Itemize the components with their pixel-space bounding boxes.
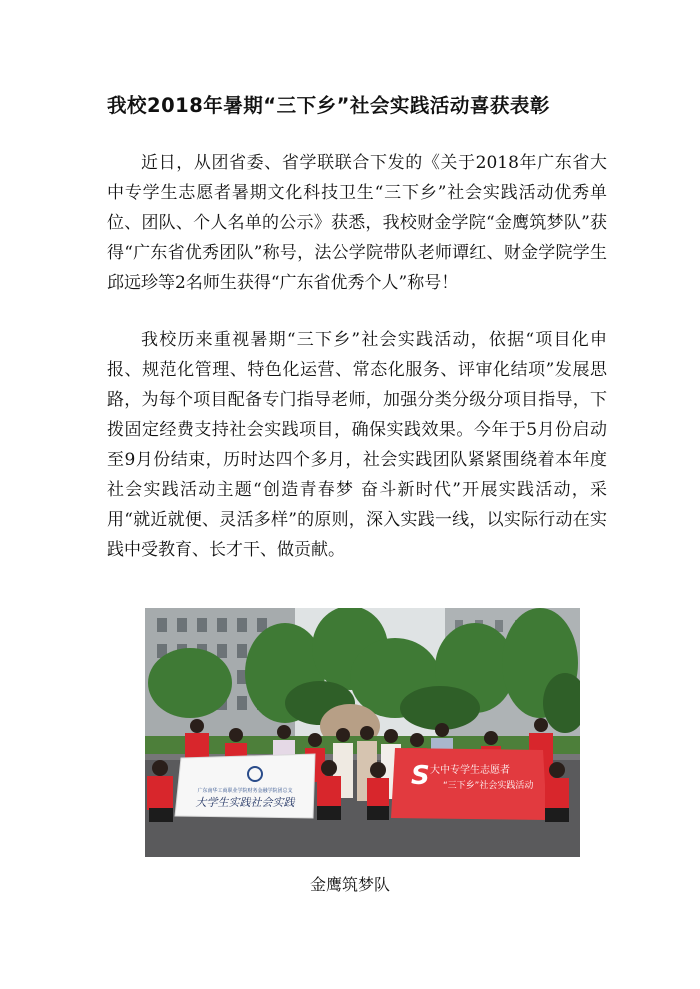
photo-caption: 金鹰筑梦队 (309, 875, 390, 894)
article-title: 我校2018年暑期“三下乡”社会实践活动喜获表彰 (107, 94, 550, 117)
red-banner (391, 748, 547, 820)
white-banner-main: 大学生实践社会实践 (195, 796, 295, 809)
red-banner-line1: 大中专学生志愿者 (430, 765, 510, 776)
white-banner-org: 广东南华工商职业学院财务金融学院团总支 (197, 788, 293, 794)
paragraph-1: 近日，从团省委、省学联联合下发的《关于2018年广东省大中专学生志愿者暑期文化科技卫生“三下乡”社会实践活动优秀单位、团队、个人名单的公示》获悉，我校财金学院“金鹰筑梦队”获得“广东省优秀团队”称号，法公学院带队老师谭红、财金学院学生邱远珍等2名师生获得“广东省优秀个人”称号！ (107, 153, 607, 293)
team-photo (145, 608, 580, 857)
red-banner-logo-icon: S (411, 761, 430, 791)
red-banner-line2: “三下乡”社会实践活动 (443, 781, 534, 791)
paragraph-2: 我校历来重视暑期“三下乡”社会实践活动，依据“项目化申报、规范化管理、特色化运营、常态化服务、评审化结项”发展思路，为每个项目配备专门指导老师，加强分类分级分项目指导，下拨固定经费支持社会实践项目，确保实践效果。今年于5月份启动至9月份结束，历时达四个多月，社会实践团队紧紧围绕着本年度社会实践活动主题“创造青春梦 奋斗新时代”开展实践活动，采用“就近就便、灵活多样”的原则，深入实践一线，以实际行动在实践中受教育、长才干、做贡献。 (107, 330, 607, 560)
white-banner (175, 754, 315, 818)
